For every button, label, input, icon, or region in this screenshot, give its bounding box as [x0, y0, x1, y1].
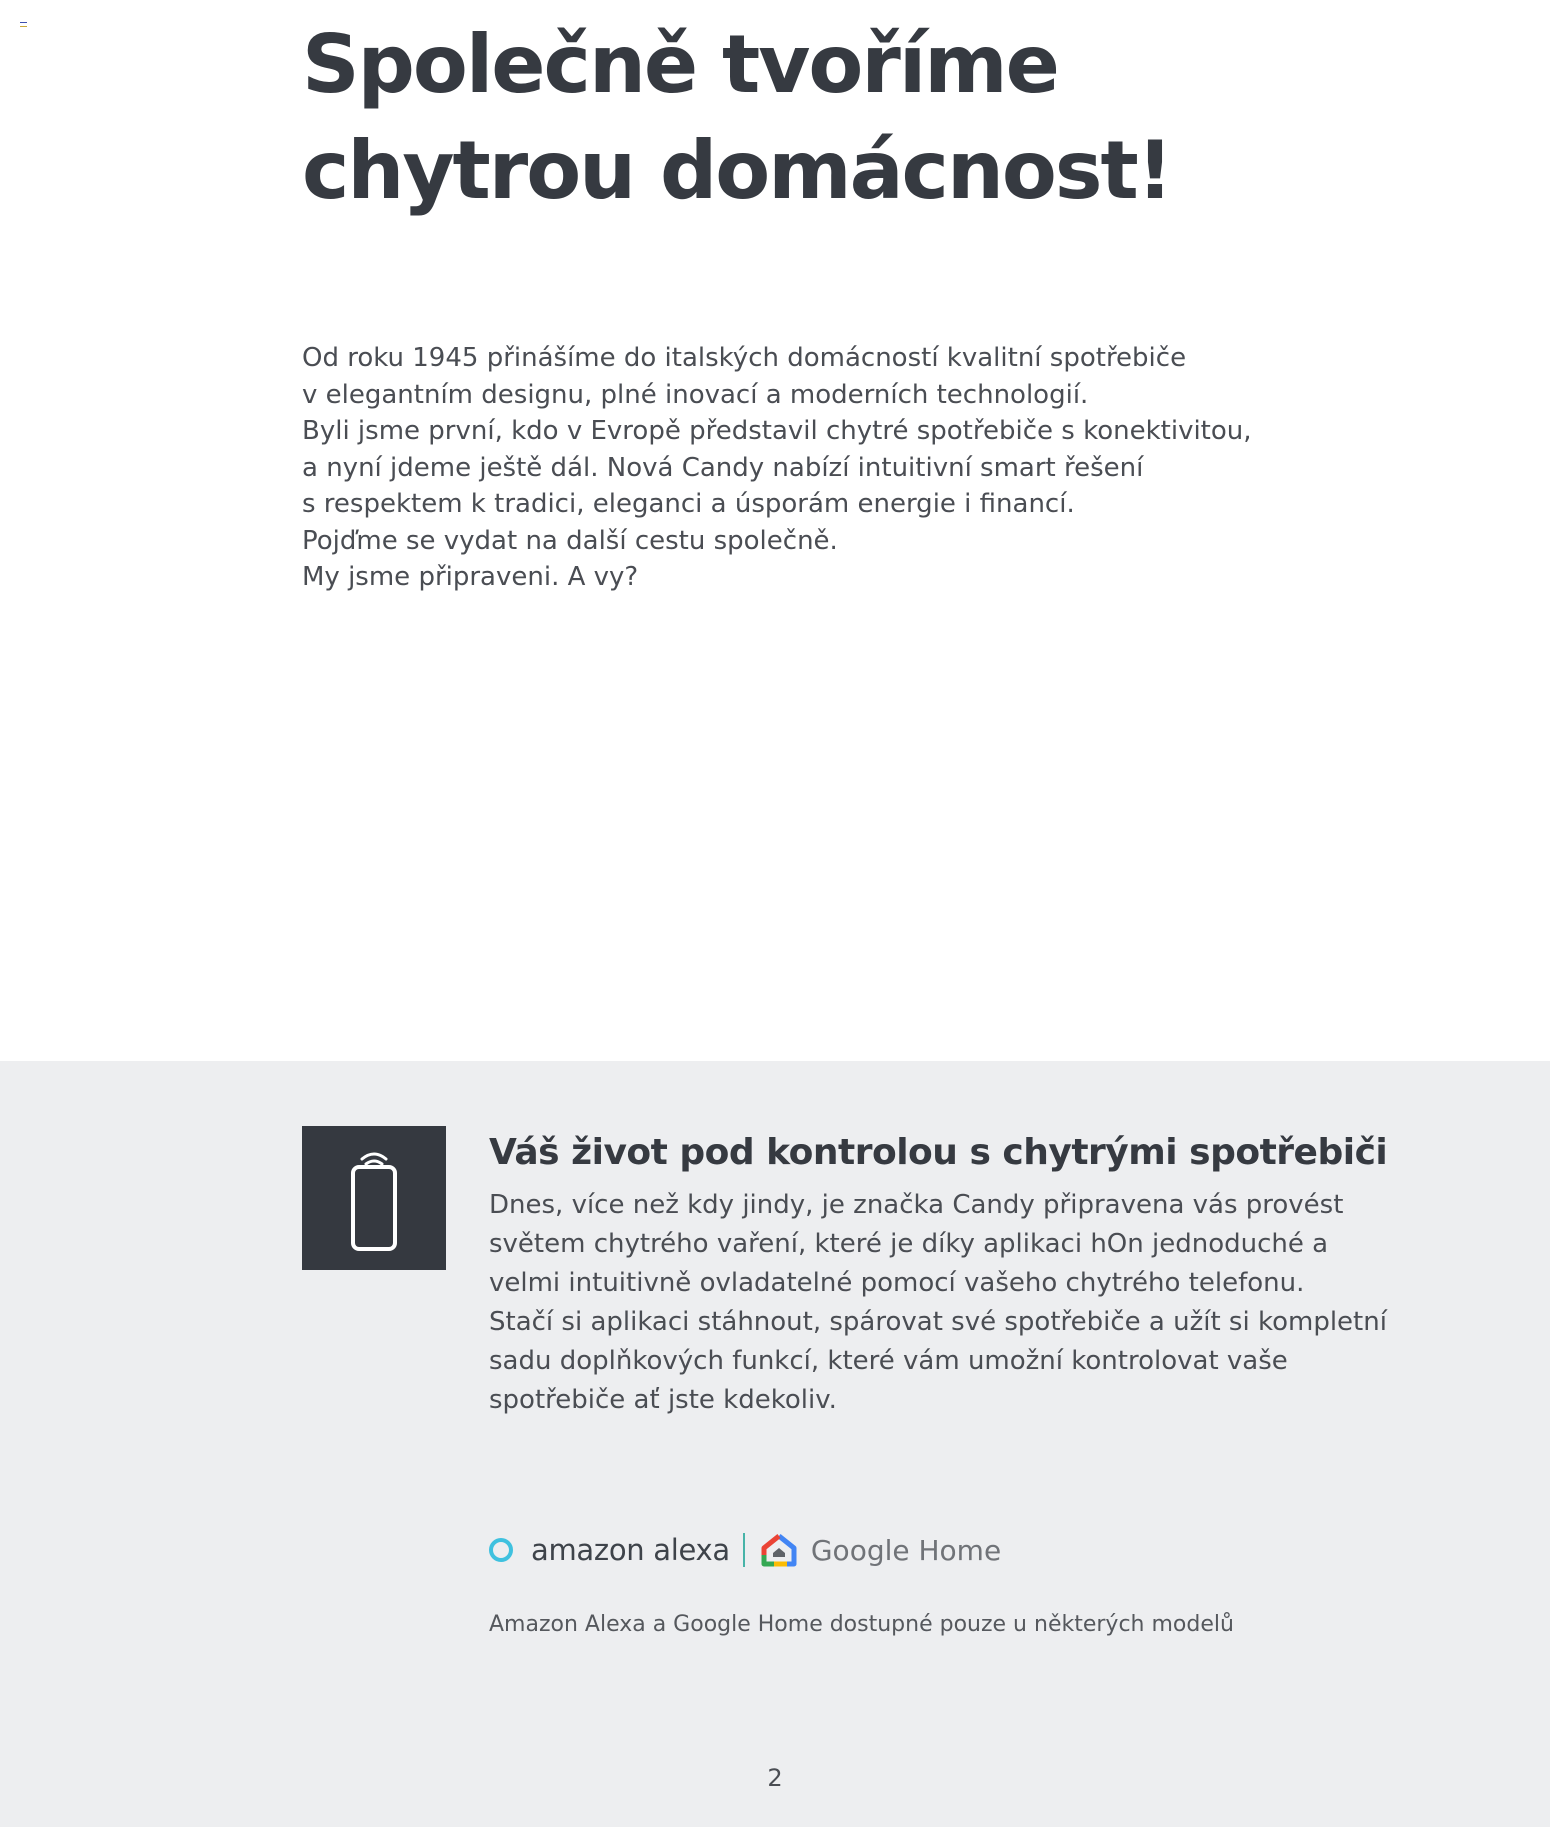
- headline-line-1: Společně tvoříme: [302, 18, 1058, 111]
- page-headline: [302, 12, 1402, 224]
- feature-line: velmi intuitivně ovladatelné pomocí vašeho chytrého telefonu.: [489, 1268, 1305, 1298]
- intro-paragraph: [302, 340, 1302, 596]
- alexa-logo-text: amazon alexa: [531, 1533, 730, 1567]
- menu-icon[interactable]: [20, 22, 27, 27]
- intro-line: v elegantním designu, plné inovací a moderních technologií.: [302, 379, 1089, 410]
- feature-line: Stačí si aplikaci stáhnout, spárovat své spotřebiče a užít si kompletní: [489, 1307, 1387, 1337]
- google-home-icon: [761, 1533, 797, 1567]
- feature-description: [489, 1186, 1529, 1420]
- feature-title: Váš život pod kontrolou s chytrými spotřebiči: [489, 1132, 1388, 1173]
- feature-line: světem chytrého vaření, které je díky aplikaci hOn jednoduché a: [489, 1229, 1329, 1259]
- intro-line: Pojďme se vydat na další cestu společně.: [302, 525, 838, 556]
- headline-line-2: chytrou domácnost!: [302, 124, 1172, 217]
- google-home-logo-text: Google Home: [810, 1533, 1002, 1567]
- page-number: 2: [767, 1764, 783, 1792]
- feature-line: sadu doplňkových funkcí, které vám umožní kontrolovat vaše: [489, 1346, 1288, 1376]
- availability-note: Amazon Alexa a Google Home dostupné pouze u některých modelů: [489, 1612, 1234, 1637]
- smartphone-signal-icon: [302, 1126, 446, 1270]
- intro-line: Byli jsme první, kdo v Evropě představil chytré spotřebiče s konektivitou,: [302, 416, 1252, 446]
- logo-divider: [743, 1533, 745, 1567]
- intro-line: s respektem k tradici, eleganci a úsporám energie i financí.: [302, 489, 1075, 519]
- feature-line: spotřebiče ať jste kdekoliv.: [489, 1385, 837, 1415]
- smart-assistant-logos: [489, 1530, 1001, 1570]
- alexa-ring-icon: [489, 1538, 513, 1562]
- intro-line: a nyní jdeme ještě dál. Nová Candy nabízí intuitivní smart řešení: [302, 452, 1144, 483]
- feature-block: [489, 1130, 1529, 1420]
- hero-section: [302, 12, 1402, 224]
- intro-line: My jsme připraveni. A vy?: [302, 562, 639, 592]
- feature-line: Dnes, více než kdy jindy, je značka Candy připravena vás provést: [489, 1190, 1344, 1220]
- intro-line: Od roku 1945 přinášíme do italských domácností kvalitní spotřebiče: [302, 343, 1187, 373]
